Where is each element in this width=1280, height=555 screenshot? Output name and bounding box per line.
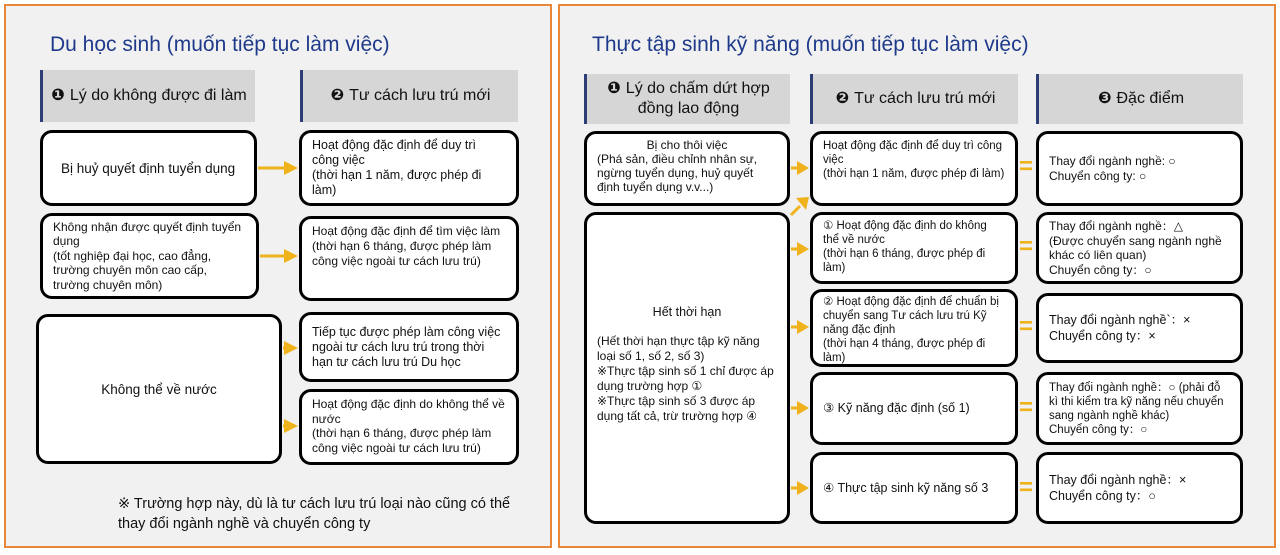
right-status-1-title: Hoạt động đặc định để duy trì công việc	[823, 140, 1003, 166]
right-reason-box-1	[584, 131, 790, 206]
right-status-1-detail: (thời hạn 1 năm, được phép đi làm)	[823, 168, 1005, 180]
left-reason-box-3	[36, 314, 282, 464]
right-status-3-detail: (thời hạn 4 tháng, được phép đi làm)	[823, 338, 986, 364]
right-feature-5-company: Chuyển công ty：○	[1049, 489, 1156, 503]
right-feature-2-company: Chuyển công ty：○	[1049, 262, 1152, 277]
right-feature-1-industry: Thay đổi ngành nghề: ○	[1049, 153, 1176, 168]
right-reason-2-detail: (Hết thời hạn thực tập kỹ năng loại số 1, số 2, số 3)	[597, 334, 760, 363]
equals-icon-5: =	[1019, 474, 1034, 501]
right-status-4-text: ③ Kỹ năng đặc định (số 1)	[823, 401, 970, 415]
right-header-reason-text: Lý do chấm dứt hợp đồng lao động	[625, 80, 770, 117]
left-panel-title: Du học sinh (muốn tiếp tục làm việc)	[50, 33, 390, 56]
equals-icon-2: =	[1019, 233, 1034, 260]
number-2-icon: ❷	[835, 90, 850, 107]
right-header-reason	[584, 74, 790, 124]
left-status-1-detail: (thời hạn 1 năm, được phép đi làm)	[312, 168, 482, 197]
number-1-icon: ❶	[51, 87, 65, 104]
left-status-box-4	[299, 389, 519, 465]
right-reason-2-note-1: ※Thực tập sinh số 1 chỉ được áp dụng trường hợp ①	[597, 364, 774, 393]
right-feature-4-company: Chuyển công ty：○	[1049, 423, 1148, 436]
left-header-reason	[40, 70, 255, 122]
number-1-icon: ❶	[607, 80, 621, 97]
right-feature-5-industry: Thay đổi ngành nghề：×	[1049, 473, 1187, 487]
right-reason-2-title: Hết thời hạn	[652, 305, 722, 319]
right-status-2-title: ① Hoạt động đặc định do không thể về nước	[823, 220, 987, 246]
left-reason-3-text: Không thể về nước	[101, 381, 217, 397]
left-status-1-title: Hoạt động đặc định để duy trì công việc	[312, 138, 477, 167]
left-note: ※ Trường hợp này, dù là tư cách lưu trú loại nào cũng có thể thay đổi ngành nghề và chuyển công ty	[118, 496, 511, 532]
right-header-status	[810, 74, 1018, 124]
right-status-3-title: ② Hoạt động đặc định để chuẩn bị chuyển sang Tư cách lưu trú Kỹ năng đặc định	[823, 296, 999, 336]
right-feature-4-industry: Thay đổi ngành nghề：○ (phải đỗ kì thi kiểm tra kỹ năng nếu chuyển sang ngành nghề khác)	[1049, 381, 1224, 422]
right-header-status-text: Tư cách lưu trú mới	[854, 90, 996, 107]
right-status-2-detail: (thời hạn 6 tháng, được phép đi làm)	[823, 248, 986, 274]
left-reason-2-detail: (tốt nghiệp đại học, cao đẳng, trường chuyên môn cao cấp, trường chuyên môn)	[53, 248, 212, 292]
left-status-box-2	[299, 216, 519, 301]
left-header-reason-text: Lý do không được đi làm	[69, 87, 247, 104]
right-reason-2-note-3: ※Thực tập sinh số 3 được áp dụng tất cả, trừ trường hợp ④	[597, 394, 757, 423]
right-feature-2-industry: Thay đổi ngành nghề：△	[1049, 219, 1183, 233]
right-feature-3-company: Chuyển công ty：×	[1049, 329, 1156, 343]
right-feature-2-detail: (Được chuyển sang ngành nghề khác có liên quan)	[1049, 233, 1222, 262]
right-feature-box-4	[1036, 372, 1243, 445]
equals-icon-3: =	[1019, 313, 1034, 340]
right-feature-box-5	[1036, 452, 1243, 524]
right-header-feature-text: Đặc điểm	[1116, 90, 1185, 107]
right-status-5-text: ④ Thực tập sinh kỹ năng số 3	[823, 480, 989, 495]
left-reason-2-title: Không nhận được quyết định tuyển dụng	[53, 219, 242, 249]
right-panel-title: Thực tập sinh kỹ năng (muốn tiếp tục làm việc)	[592, 33, 1029, 56]
left-status-3-text: Tiếp tục được phép làm công việc ngoài tư cách lưu trú trong thời hạn tư cách lưu trú Du học	[312, 324, 501, 369]
left-status-2-title: Hoạt động đặc định để tìm việc làm	[312, 224, 501, 238]
right-status-box-3	[810, 289, 1018, 367]
right-feature-3-industry: Thay đổi ngành nghề`：×	[1049, 313, 1191, 327]
equals-icon-1: =	[1019, 153, 1034, 180]
left-reason-box-2	[40, 213, 259, 299]
number-3-icon: ❸	[1097, 90, 1112, 107]
right-reason-1-title: Bị cho thôi việc	[646, 138, 728, 152]
left-reason-1-text: Bị huỷ quyết định tuyển dụng	[61, 160, 236, 176]
left-reason-box-1	[40, 130, 257, 206]
left-header-status	[300, 70, 518, 122]
left-header-status-text: Tư cách lưu trú mới	[349, 87, 491, 104]
right-status-box-4	[810, 372, 1018, 445]
left-status-4-detail: (thời hạn 6 tháng, được phép làm công việc ngoài tư cách lưu trú)	[312, 426, 492, 455]
right-reason-1-detail: (Phá sản, điều chỉnh nhân sự, ngừng tuyển dụng, huỷ quyết định tuyển dụng v.v...)	[597, 152, 758, 194]
right-feature-box-2	[1036, 212, 1243, 284]
right-feature-box-3	[1036, 293, 1243, 363]
right-feature-1-company: Chuyển công ty: ○	[1049, 168, 1147, 183]
left-status-4-title: Hoạt động đặc định do không thể về nước	[312, 397, 505, 426]
right-feature-box-1	[1036, 131, 1243, 206]
right-status-box-2	[810, 212, 1018, 284]
number-2-icon: ❷	[330, 87, 345, 104]
right-status-box-1	[810, 131, 1018, 206]
left-status-box-3	[299, 312, 519, 382]
left-status-box-1	[299, 130, 519, 206]
right-status-box-5	[810, 452, 1018, 524]
left-status-2-detail: (thời hạn 6 tháng, được phép làm công việc ngoài tư cách lưu trú)	[312, 239, 492, 268]
equals-icon-4: =	[1019, 394, 1034, 421]
right-reason-box-2	[584, 212, 790, 524]
right-header-feature	[1036, 74, 1243, 124]
